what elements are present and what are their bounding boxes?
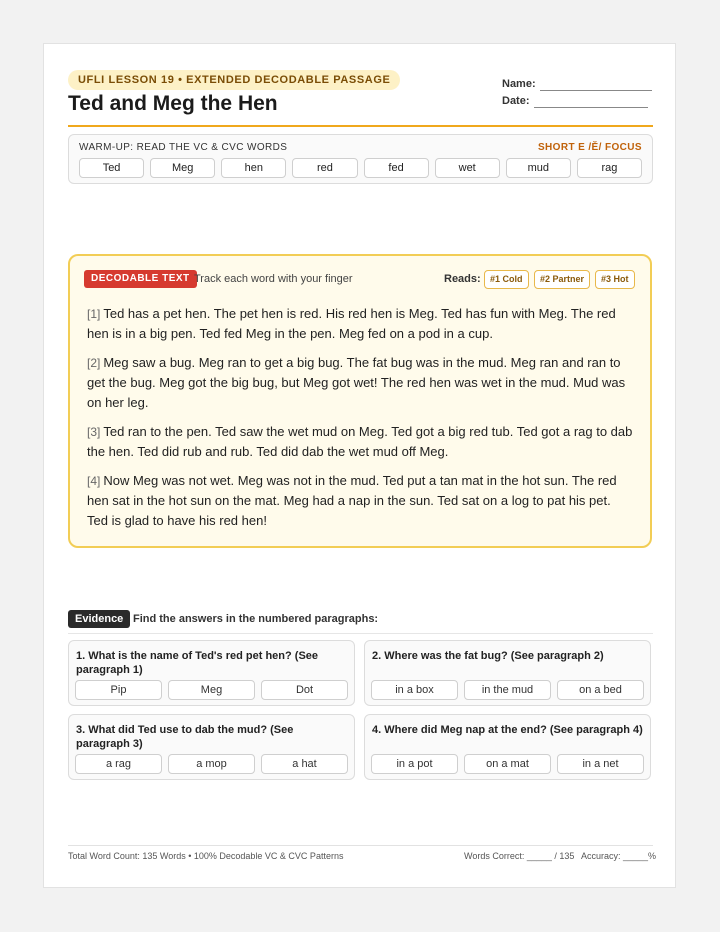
warmup-word: hen — [221, 158, 286, 178]
question-text: 2. Where was the fat bug? (See paragraph 2) — [372, 650, 604, 662]
warmup-word: mud — [506, 158, 571, 178]
answer-option[interactable]: in a pot — [371, 754, 458, 774]
paragraph-text: Meg saw a bug. Meg ran to get a big bug. The fat bug was in the mud. Meg ran and ran to get the bug. Meg got the big bug, but Meg got wet! The red hen was wet in the mud. Mud was on her leg. — [87, 355, 626, 410]
paragraph-number: [3] — [87, 425, 101, 439]
answer-options — [371, 680, 644, 700]
paragraph-4 — [87, 471, 635, 531]
question-text: 1. What is the name of Ted's red pet hen? (See paragraph 1) — [76, 650, 319, 676]
paragraph-2 — [87, 353, 635, 413]
warmup-word: Ted — [79, 158, 144, 178]
warmup-word: wet — [435, 158, 500, 178]
answer-option[interactable]: a mop — [168, 754, 255, 774]
question-text: 4. Where did Meg nap at the end? (See paragraph 4) — [372, 724, 643, 736]
answer-option[interactable]: Dot — [261, 680, 348, 700]
answer-option[interactable]: in a net — [557, 754, 644, 774]
answer-option[interactable]: a rag — [75, 754, 162, 774]
question-card-3 — [68, 714, 355, 780]
paragraph-1 — [87, 304, 635, 344]
warmup-title: WARM-UP: READ THE VC & CVC WORDS — [79, 142, 288, 153]
decodable-text-badge: DECODABLE TEXT — [84, 270, 197, 288]
warmup-focus: SHORT E /Ĕ/ FOCUS — [537, 142, 642, 153]
answer-options — [371, 754, 644, 774]
warmup-word: fed — [364, 158, 429, 178]
answer-option[interactable]: Pip — [75, 680, 162, 700]
date-field-line[interactable] — [534, 107, 648, 108]
date-label: Date: — [502, 95, 530, 107]
answer-option[interactable]: on a bed — [557, 680, 644, 700]
paragraph-number: [2] — [87, 356, 101, 370]
name-label: Name: — [502, 78, 536, 90]
question-card-2 — [364, 640, 651, 706]
paragraph-text: Ted ran to the pen. Ted saw the wet mud on Meg. Ted got a big red tub. Ted got a rag to dab the hen. Ted did rub and rub. Ted did dab the wet mud off Meg. — [87, 424, 633, 459]
lesson-label: UFLI LESSON 19 • EXTENDED DECODABLE PASSAGE — [68, 70, 400, 90]
accuracy-field: Accuracy: _____% — [581, 851, 657, 861]
warmup-word: rag — [577, 158, 642, 178]
answer-option[interactable]: Meg — [168, 680, 255, 700]
question-text: 3. What did Ted use to dab the mud? (See paragraph 3) — [76, 724, 294, 750]
question-card-1 — [68, 640, 355, 706]
read-partner-checkbox[interactable]: #2 Partner — [534, 270, 590, 289]
answer-option[interactable]: in a box — [371, 680, 458, 700]
paragraph-3 — [87, 422, 635, 462]
answer-option[interactable]: on a mat — [464, 754, 551, 774]
answer-options — [75, 680, 348, 700]
header-divider — [68, 125, 653, 127]
name-field-line[interactable] — [540, 90, 652, 91]
evidence-badge: Evidence — [68, 610, 130, 628]
words-correct-field: Words Correct: _____ / 135 — [464, 851, 575, 861]
evidence-instruction: Find the answers in the numbered paragraphs: — [133, 613, 379, 625]
warmup-word: Meg — [150, 158, 215, 178]
footer-divider — [68, 845, 653, 846]
reads-label: Reads: — [444, 273, 481, 285]
warmup-word: red — [292, 158, 357, 178]
read-hot-checkbox[interactable]: #3 Hot — [595, 270, 635, 289]
word-count-footer: Total Word Count: 135 Words • 100% Decodable VC & CVC Patterns — [68, 851, 344, 861]
paragraph-number: [1] — [87, 307, 101, 321]
decodable-text-panel — [68, 254, 652, 548]
paragraph-text: Ted has a pet hen. The pet hen is red. His red hen is Meg. Ted has fun with Meg. The red hen is in a big pen. Ted fed Meg in the pen. Meg fed on a pod in a cup. — [87, 306, 616, 341]
answer-option[interactable]: a hat — [261, 754, 348, 774]
reading-instruction: Track each word with your finger — [194, 273, 353, 285]
evidence-divider — [68, 633, 653, 634]
worksheet-page — [43, 43, 676, 888]
answer-option[interactable]: in the mud — [464, 680, 551, 700]
question-card-4 — [364, 714, 651, 780]
paragraph-text: Now Meg was not wet. Meg was not in the mud. Ted put a tan mat in the hot sun. The red hen sat in the hot sun on the mat. Meg had a nap in the sun. Ted sat on a log to pat his pet. Ted is glad to have his red hen! — [87, 473, 617, 528]
warmup-panel — [68, 134, 653, 184]
warmup-word-list — [79, 158, 642, 178]
read-cold-checkbox[interactable]: #1 Cold — [484, 270, 529, 289]
answer-options — [75, 754, 348, 774]
paragraph-number: [4] — [87, 474, 101, 488]
page-title: Ted and Meg the Hen — [68, 92, 278, 115]
